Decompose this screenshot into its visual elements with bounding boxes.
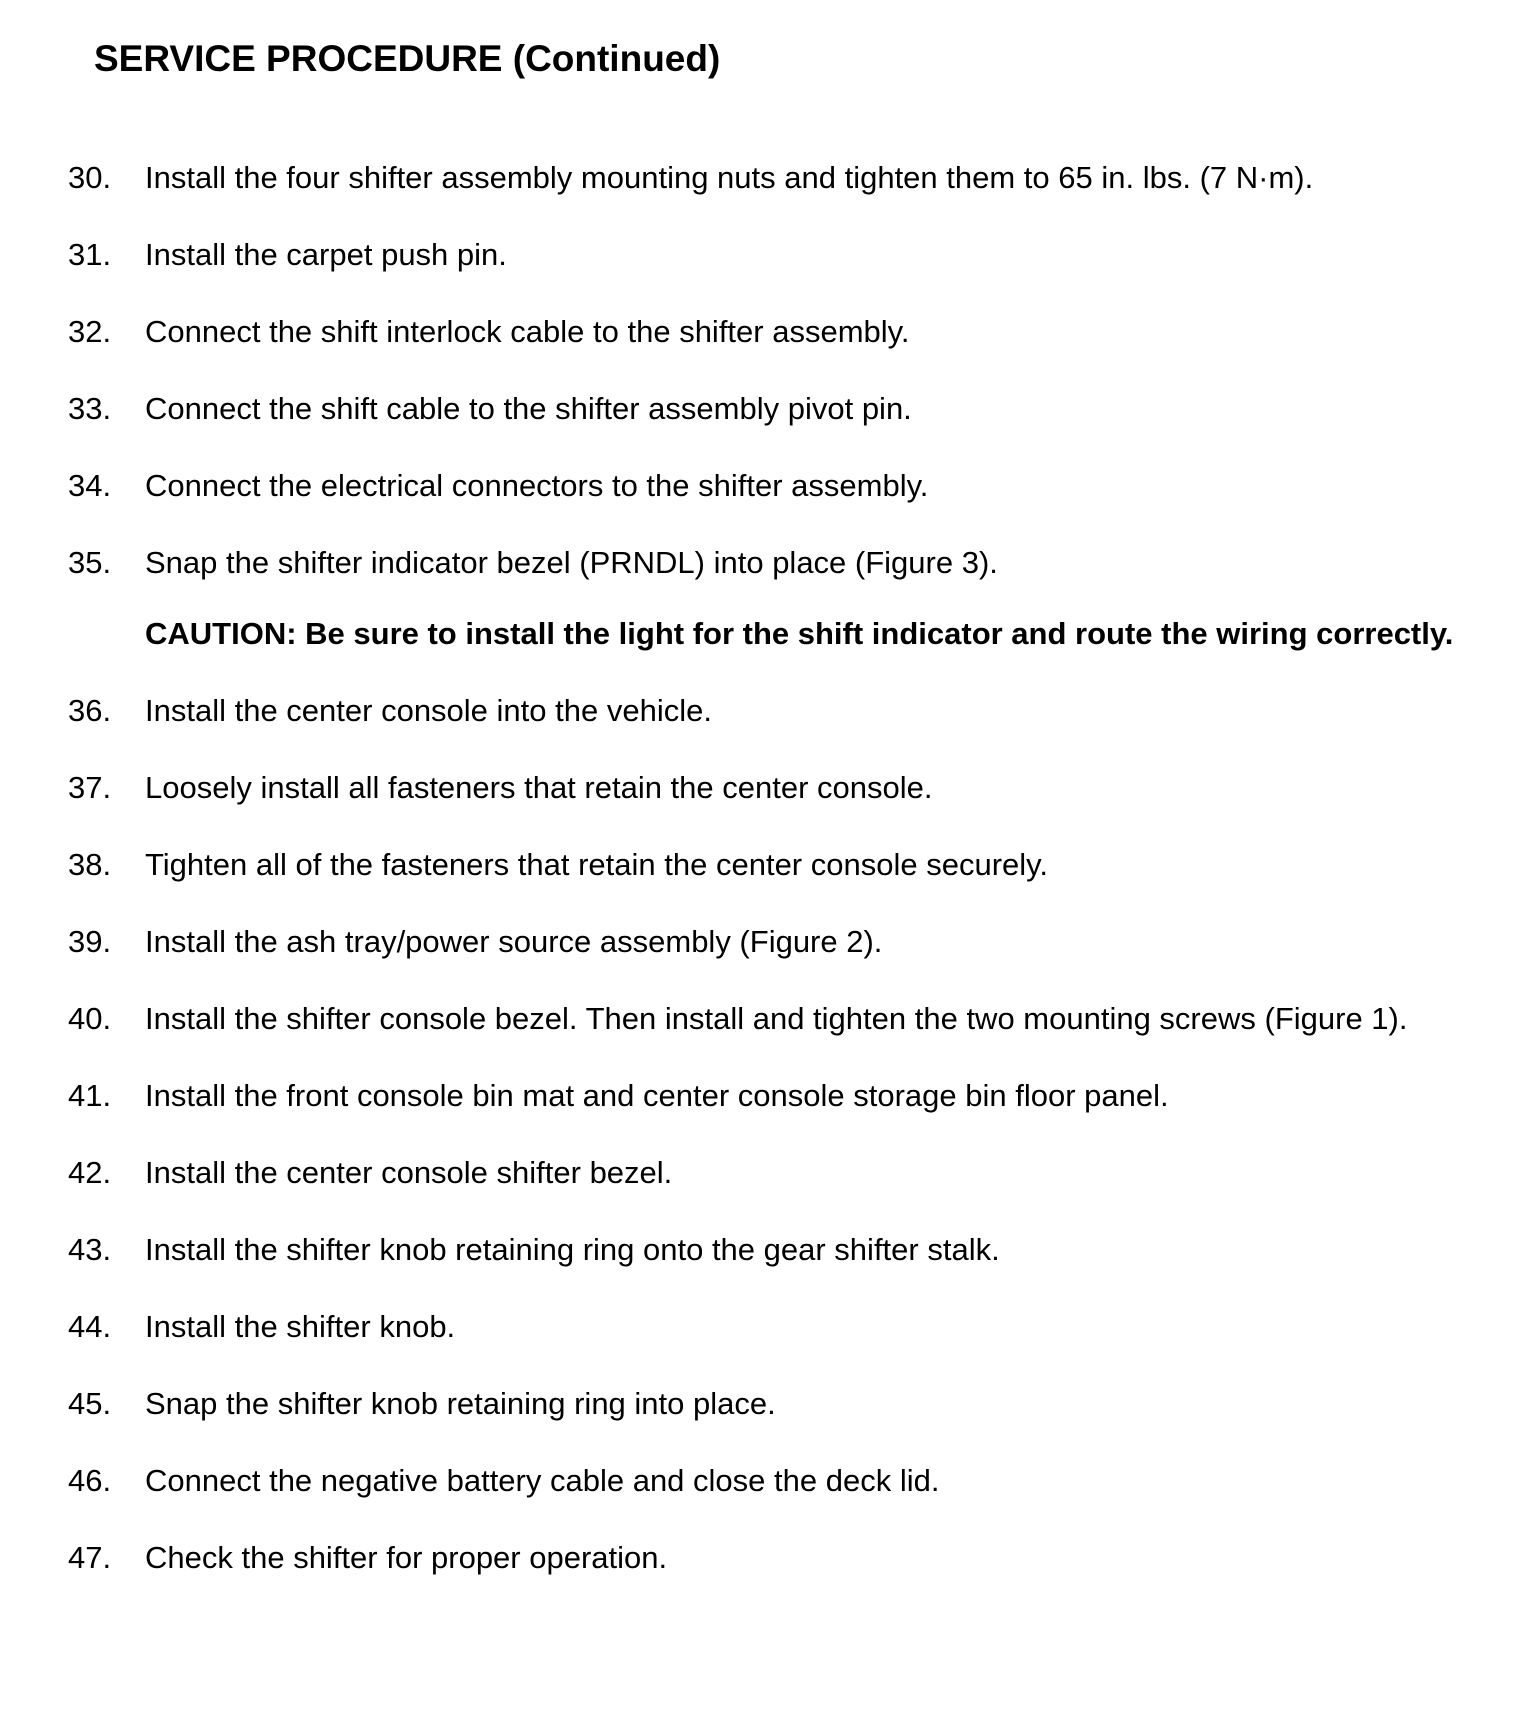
step-text: Install the front console bin mat and center console storage bin floor panel. <box>145 1078 1169 1113</box>
step-text: Install the ash tray/power source assembly (Figure 2). <box>145 924 883 959</box>
step-42 <box>68 1153 1488 1192</box>
step-number: 44. <box>68 1309 112 1344</box>
step-text: Install the center console shifter bezel. <box>145 1155 673 1190</box>
step-45 <box>68 1384 1488 1423</box>
step-number: 30. <box>68 160 112 195</box>
caution-note: CAUTION: Be sure to install the light for the shift indicator and route the wiring correctly. <box>145 616 1454 651</box>
step-33 <box>68 389 1488 428</box>
step-35 <box>68 543 1488 582</box>
step-44 <box>68 1307 1488 1346</box>
step-46 <box>68 1461 1488 1500</box>
step-43 <box>68 1230 1488 1269</box>
step-text: Install the shifter knob. <box>145 1309 456 1344</box>
page-title: SERVICE PROCEDURE (Continued) <box>94 38 721 79</box>
step-text: Install the four shifter assembly mounting nuts and tighten them to 65 in. lbs. (7 N·m). <box>145 160 1314 195</box>
step-41 <box>68 1076 1488 1115</box>
step-47 <box>68 1538 1488 1577</box>
step-text: Tighten all of the fasteners that retain the center console securely. <box>145 847 1048 882</box>
step-text: Connect the negative battery cable and close the deck lid. <box>145 1463 940 1498</box>
step-number: 45. <box>68 1386 112 1421</box>
step-40 <box>68 999 1488 1038</box>
step-31 <box>68 235 1488 274</box>
step-text: Install the shifter console bezel. Then install and tighten the two mounting screws (Figure 1). <box>145 1001 1408 1036</box>
step-number: 31. <box>68 237 112 272</box>
step-text: Install the center console into the vehicle. <box>145 693 712 728</box>
step-text: Snap the shifter indicator bezel (PRNDL) into place (Figure 3). <box>145 545 998 580</box>
step-number: 35. <box>68 545 112 580</box>
step-number: 38. <box>68 847 112 882</box>
step-number: 40. <box>68 1001 112 1036</box>
step-text: Install the shifter knob retaining ring onto the gear shifter stalk. <box>145 1232 1000 1267</box>
step-number: 34. <box>68 468 112 503</box>
step-30 <box>68 158 1488 197</box>
step-number: 41. <box>68 1078 112 1113</box>
step-text: Loosely install all fasteners that retain the center console. <box>145 770 933 805</box>
step-number: 46. <box>68 1463 112 1498</box>
step-text: Connect the shift cable to the shifter assembly pivot pin. <box>145 391 912 426</box>
step-37 <box>68 768 1488 807</box>
step-number: 47. <box>68 1540 112 1575</box>
step-text: Connect the shift interlock cable to the shifter assembly. <box>145 314 910 349</box>
step-39 <box>68 922 1488 961</box>
step-number: 42. <box>68 1155 112 1190</box>
step-text: Check the shifter for proper operation. <box>145 1540 668 1575</box>
step-number: 37. <box>68 770 112 805</box>
step-34 <box>68 466 1488 505</box>
step-38 <box>68 845 1488 884</box>
step-number: 32. <box>68 314 112 349</box>
step-number: 43. <box>68 1232 112 1267</box>
step-number: 33. <box>68 391 112 426</box>
step-text: Install the carpet push pin. <box>145 237 507 272</box>
step-number: 39. <box>68 924 112 959</box>
step-32 <box>68 312 1488 351</box>
step-text: Snap the shifter knob retaining ring into place. <box>145 1386 776 1421</box>
step-number: 36. <box>68 693 112 728</box>
step-36 <box>68 691 1488 730</box>
procedure-steps <box>68 158 1488 1615</box>
step-text: Connect the electrical connectors to the shifter assembly. <box>145 468 929 503</box>
